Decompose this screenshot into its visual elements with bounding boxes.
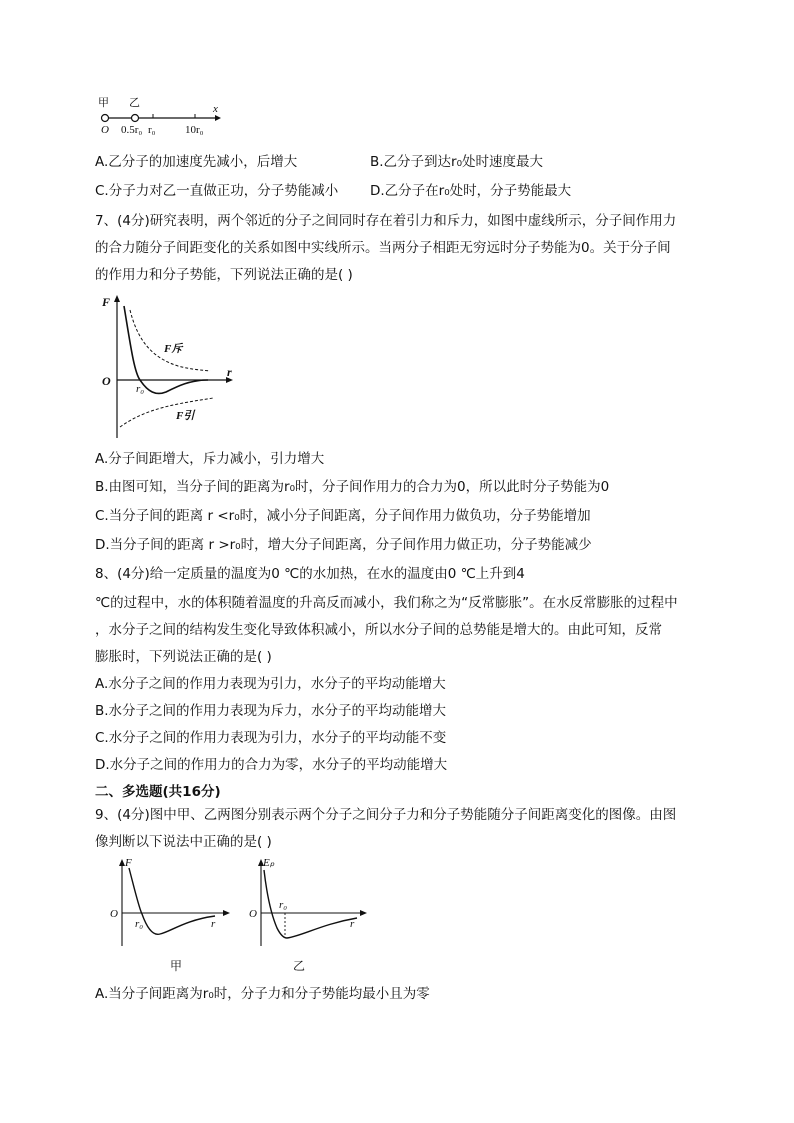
q9-jia-caption: 甲 (170, 959, 183, 973)
q9-jia-r0-label: r₀ (135, 918, 144, 930)
q9-yi-y-label: Eₚ (263, 857, 275, 869)
q6-option-b: B.乙分子到达r₀处时速度最大 (370, 154, 544, 170)
q7-force-figure (98, 292, 248, 442)
q9-yi-origin-label: O (249, 908, 257, 920)
q8-option-c: C.水分子之间的作用力表现为引力，水分子的平均动能不变 (95, 730, 447, 746)
q7-option-c: C.当分子间的距离 r <r₀时，减小分子间距离，分子间作用力做负功，分子势能增加 (95, 508, 591, 524)
q7-stem-line-3: 的作用力和分子势能，下列说法正确的是( ) (95, 267, 353, 283)
q7-option-b: B.由图可知，当分子间的距离为r₀时，分子间作用力的合力为0，所以此时分子势能为0 (95, 479, 610, 495)
q9-jia-y-label: F (125, 857, 132, 869)
q9-stem-line-2: 像判断以下说法中正确的是( ) (95, 834, 272, 850)
q8-option-a: A.水分子之间的作用力表现为引力，水分子的平均动能增大 (95, 676, 446, 692)
q7-option-a: A.分子间距增大，斥力减小，引力增大 (95, 451, 325, 467)
q8-option-d: D.水分子之间的作用力的合力为零，水分子的平均动能增大 (95, 757, 448, 773)
q9-jia-x-label: r (211, 918, 216, 930)
q7-x-label: r (227, 365, 232, 379)
q6-number-line-figure (95, 92, 225, 138)
q7-y-label: F (102, 295, 111, 309)
q6-option-a: A.乙分子的加速度先减小，后增大 (95, 154, 298, 170)
q8-stem-line-4: 膨胀时，下列说法正确的是( ) (95, 649, 272, 665)
q7-y-arrow (114, 295, 120, 302)
q8-stem-line-2: ℃的过程中，水的体积随着温度的升高反而减小，我们称之为“反常膨胀”。在水反常膨胀的过程中 (95, 595, 678, 611)
q6-tick-label-r0: r₀ (148, 124, 156, 136)
q7-repulsion-curve (130, 310, 210, 371)
q9-yi-x-arrow (360, 910, 367, 916)
q9-stem-line-1: 9、(4分)图中甲、乙两图分别表示两个分子之间分子力和分子势能随分子间距离变化的图像。由图 (95, 807, 677, 823)
q6-tick-label-half-r0: 0.5r₀ (121, 124, 143, 136)
q9-yi-r0-label: r₀ (279, 899, 288, 911)
q6-x-arrow (215, 115, 221, 121)
q8-stem-line-3: ，水分子之间的结构发生变化导致体积减小，所以水分子间的总势能是增大的。由此可知，反常 (95, 622, 662, 638)
q7-repulsion-label: F斥 (164, 343, 183, 355)
q9-potential-figure-yi (247, 856, 377, 976)
q6-molecule-jia (102, 115, 109, 122)
q6-option-d: D.乙分子在r₀处时，分子势能最大 (370, 183, 572, 199)
q6-label-jia: 甲 (98, 97, 109, 109)
q9-option-a: A.当分子间距离为r₀时，分子力和分子势能均最小且为零 (95, 986, 430, 1002)
q9-jia-x-arrow (223, 910, 230, 916)
q7-attraction-curve (120, 398, 213, 427)
q6-origin-label: O (101, 124, 109, 136)
q7-stem-line-1: 7、(4分)研究表明，两个邻近的分子之间同时存在着引力和斥力，如图中虚线所示，分子间作用力 (95, 213, 677, 229)
section-2-title: 二、多选题(共16分) (95, 784, 221, 800)
q9-yi-x-label: r (350, 918, 355, 930)
q9-force-figure-jia (105, 856, 235, 976)
q6-tick-label-10r0: 10r₀ (185, 124, 204, 136)
q6-molecule-yi (132, 115, 139, 122)
q7-attraction-label: F引 (176, 410, 195, 422)
q6-label-yi: 乙 (129, 97, 140, 109)
q9-yi-caption: 乙 (293, 959, 306, 973)
q8-stem-line-1: 8、(4分)给一定质量的温度为0 ℃的水加热，在水的温度由0 ℃上升到4 (95, 566, 525, 582)
q7-r0-label: r₀ (136, 383, 145, 395)
q7-option-d: D.当分子间的距离 r >r₀时，增大分子间距离，分子间作用力做正功，分子势能减少 (95, 537, 592, 553)
q7-stem-line-2: 的合力随分子间距变化的关系如图中实线所示。当两分子相距无穷远时分子势能为0。关于分子间 (95, 240, 671, 256)
q9-jia-origin-label: O (110, 908, 118, 920)
q7-origin-label: O (102, 374, 111, 388)
q9-yi-potential-curve (264, 870, 357, 938)
q6-x-label: x (213, 103, 218, 115)
q6-option-c: C.分子力对乙一直做正功，分子势能减小 (95, 183, 339, 199)
q8-option-b: B.水分子之间的作用力表现为斥力，水分子的平均动能增大 (95, 703, 447, 719)
